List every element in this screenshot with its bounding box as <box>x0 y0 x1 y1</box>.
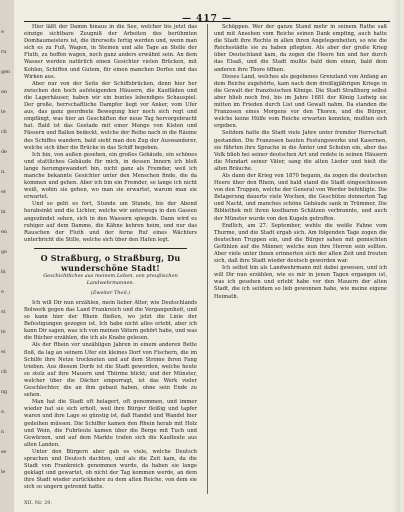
intro-paragraph: Aber nur von der Seite der Schiffsbrücken, denn hier her zwischen den hoch aufsteigenden Häusern, die Kaufläden und die Lagerhäuser, haben wir ein buntes lebendiges Schauspiel. Der große, herrschaftliche Dampfer liegt vor Anker, vom Ufer aus, das ganz geordnete Bewegung hier noch sich regt und empfängt, was hier an Geschäften der neue Tag hervorgebracht hat. Bald ist das Gestade mit einer Menge von Kisten und Fässern und Ballen bedeckt, welche der Reihe nach in die Räume des Schiffes wandern, bald sieht man den Zug der Auswanderer, welche sich über die Brücke in das Schiff begeben. <box>24 80 197 151</box>
right-column-paragraph: Seitdem hatte die Stadt viele Jahre unter fremder Herrschaft gestanden. Die Franzosen bauten Festungswerke und Kasernen, sie führten ihre Sprache in die Ämter und Schulen ein, aber das Volk blieb bei seiner deutschen Art und redete in seinen Häusern die Mundart seiner Väter, sang die alten Lieder und hielt die alten Bräuche. <box>214 130 387 172</box>
right-column-paragraph: Schöppen. Wer der ganze Stand mehr in seinem Rathe saß und mit Ansehen vom Reiche seinen Dank empfing, auch hatte die Stadt ihre Rechte in allen ihren Angelegenheiten, so wie die Reichsstädte sie zu haben pflegten. Als aber der große Krieg über Deutschland kam, da zogen die Heere hin und her durch das Elsaß, und die Stadt mußte bald dem einen, bald dem anderen ihre Thore öffnen. <box>214 24 387 73</box>
article-separator <box>34 248 187 249</box>
binding-fragment: te <box>1 109 6 115</box>
binding-fragment: n <box>1 429 5 435</box>
right-column-paragraph: Endlich, am 27. September, wehte die weiße Fahne vom Thurme, und die Stadt ergab sich. Am folgenden Tage zogen die deutschen Truppen ein, und die Bürger sahen mit gemischten Gefühlen auf die Männer, welche nun ihre Herren sein sollten. Aber viele unter ihnen erinnerten sich der alten Zeit und freuten sich, daß ihre Stadt wieder deutsch geworden war. <box>214 222 387 265</box>
right-column <box>214 24 387 494</box>
intro-text <box>24 24 197 244</box>
column-divider <box>207 24 208 494</box>
article-part: (Zweiter Theil.) <box>90 289 131 296</box>
binding-strip <box>0 0 15 512</box>
binding-fragment: e <box>1 29 4 35</box>
binding-fragment: le <box>1 469 6 475</box>
article-subtitle: Geschichtliches aus meinem Leben, von preußischen Landwehrmannen. <box>43 272 178 286</box>
right-column-paragraph: Als dann der Krieg von 1870 begann, da zogen die deutschen Heere über den Rhein, und bald stand die Stadt eingeschlossen von den Truppen, welche der General von Werder befehligte. Die Belagerung dauerte viele Wochen, die Geschütze donnerten Tag und Nacht, und manches schöne Gebäude sank in Trümmer. Die Bibliothek mit ihren kostbaren Schätzen verbrannte, und auch der Münster wurde von den Kugeln getroffen. <box>214 172 387 222</box>
page-header <box>14 6 400 22</box>
binding-fragment: bi <box>1 269 6 275</box>
binding-fragment: ei <box>1 349 6 355</box>
page-edge-shadow <box>392 0 400 512</box>
binding-fragment: gen <box>1 69 10 75</box>
right-column-paragraph: Dieses Land, welches als gegebenes Grenzland von Anfang an dem Reiche zugehörte, kam nach dem dreißigjährigen Kriege in die Gewalt der französischen Könige. Die Stadt Straßburg selbst aber blieb noch frei, bis im Jahre 1681 der König Ludwig sie mitten im Frieden durch List und Gewalt nahm. Da standen die Franzosen eines Morgens vor den Thoren, und die Bürger, welche keine Hülfe vom Reiche erwarten konnten, mußten sich ergeben. <box>214 73 387 130</box>
page-footer: XII. Nr. 29. <box>24 500 53 506</box>
binding-fragment: te <box>1 329 6 335</box>
binding-fragment: ru <box>1 49 7 55</box>
binding-fragment: e <box>1 289 4 295</box>
article-paragraph: Als der Rhein vor unzähligen Jahren in einem anderen Bette floß, da lag an seinem Ufer ein kleines Dorf von Fischern, die im Schilfe ihre Netze trockneten und auf dem Strome ihren Fang trieben. Aus diesem Dorfe ist die Stadt geworden, welche heute so stolz auf ihre Mauern und Thürme blickt; und der Münster, welcher über die Dächer emporragt, ist das Werk vieler Geschlechter, die an ihm gebaut haben, ohne sein Ende zu sehen. <box>24 342 197 399</box>
binding-fragment: ng <box>1 389 8 395</box>
binding-fragment: st <box>1 309 6 315</box>
header-rule <box>24 21 390 22</box>
document-page <box>14 0 400 512</box>
intro-paragraph: Hier läßt der Damm hinaus in die See, welcher bis jetzt das einzige sichtbare Zeugniß der Arbeiten des berühmten Dombaumeisters ist, die ihrerseits fertig werden und, wenn man sich es zu Fuß, Wagen, in Steinen und alle Tage an Stelle der Fluth, zu hoffen wagen, noch ganz anders erwähnt sein. An dem Wasser werden natürlich einen Gesichter vielen Brücken, mit Kohlen, Schiffen und Gutem, für einen manchen Dorfes und das Wirken aus. <box>24 24 197 80</box>
page-number: — 417 — <box>181 14 233 24</box>
binding-fragment: se <box>1 449 7 455</box>
binding-fragment: n. <box>1 169 6 175</box>
binding-fragment: ch <box>1 129 7 135</box>
binding-fragment: en <box>1 229 7 235</box>
binding-fragment: er <box>1 189 6 195</box>
article-body <box>24 300 197 492</box>
left-column <box>24 24 197 494</box>
intro-paragraph: Und so geht es fort, Stunde um Stunde, bis der Abend herabsinkt und die Lichter, welche wir unterwegs in den Gassen angezündet sehen, sich in den Wassern spiegeln. Dann wird es ruhiger auf dem Damme, die Kähne kehren heim, und nur das Rauschen der Fluth und der ferne Ruf eines Wächters unterbricht die Stille, welche sich über den Hafen legt. <box>24 201 197 243</box>
article-paragraph: Unter den Bürgern aber gab es viele, welche Deutsch sprachen und Deutsch dachten, und als die Zeit kam, da die Stadt von Frankreich genommen wurde, da haben sie lange geklagt und gewartet, ob nicht der Tag kommen werde, an dem ihre Stadt wieder zurückkehre zu dem alten Reiche, von dem sie sich so ungern getrennt hatte. <box>24 448 197 491</box>
right-column-body <box>214 24 387 301</box>
binding-fragment: e, <box>1 409 6 415</box>
binding-fragment: ge <box>1 249 7 255</box>
binding-fragment: en <box>1 89 7 95</box>
intro-paragraph: Ich bin, von außen gesehen, ein großes Gebäude, ein schönes und stattliches Gebäude für mich, in dessen Innern ich bloß lange herumgewandert bin, nicht ganz als Fremder, weil ich manche bekannte Gesichter unter den Menschen finde, die da kommen und gehen. Aber ich bin ein Fremder, so lange ich nicht weiß, wohin sie gehen, wo man sie erwartet, warum man sie erwartet. <box>24 151 197 201</box>
binding-fragment: de <box>1 149 7 155</box>
article-paragraph: Ich will Dir nun erzählen, mein lieber Alter, wie Deutschlands Bolwerk gegen das Land Frankreich und die Vergangenheit, und so kann hier der Rhein fließen, wo jetzt die Linie der Befestigungen gezogen ist. Ich habe nicht alles erlebt, aber ich kann Dir sagen, was ich von meinen Vätern gehört habe, und was die Bücher erzählen, die ich als Knabe gelesen. <box>24 299 197 342</box>
article-title: O Straßburg, o Straßburg, Du wunderschöne Stadt! <box>40 252 181 273</box>
binding-fragment: ch <box>1 369 7 375</box>
binding-fragment: in <box>1 209 6 215</box>
article-paragraph: Man hat die Stadt oft belagert, oft genommen, und immer wieder hat sie sich erholt, weil ihre Bürger fleißig und tapfer waren und ihre Lage so günstig ist, daß Handel und Wandel hier gedeihen müssen. Die Schiffer kamen den Rhein herab mit Holz und Wein, die Fuhrleute kamen über die Berge mit Tuch und Gewürzen, und auf dem Markte trafen sich die Kaufleute aus allen Landen. <box>24 399 197 448</box>
right-column-paragraph: Ich selbst bin als Landwehrmann mit dabei gewesen, und ich will Dir nun erzählen, wie es mir in jenen Tagen ergangen ist, was ich gesehen und erlebt habe vor den Mauern der alten Stadt, die ich seitdem so lieb gewonnen habe, wie meine eigene Heimath. <box>214 265 387 300</box>
